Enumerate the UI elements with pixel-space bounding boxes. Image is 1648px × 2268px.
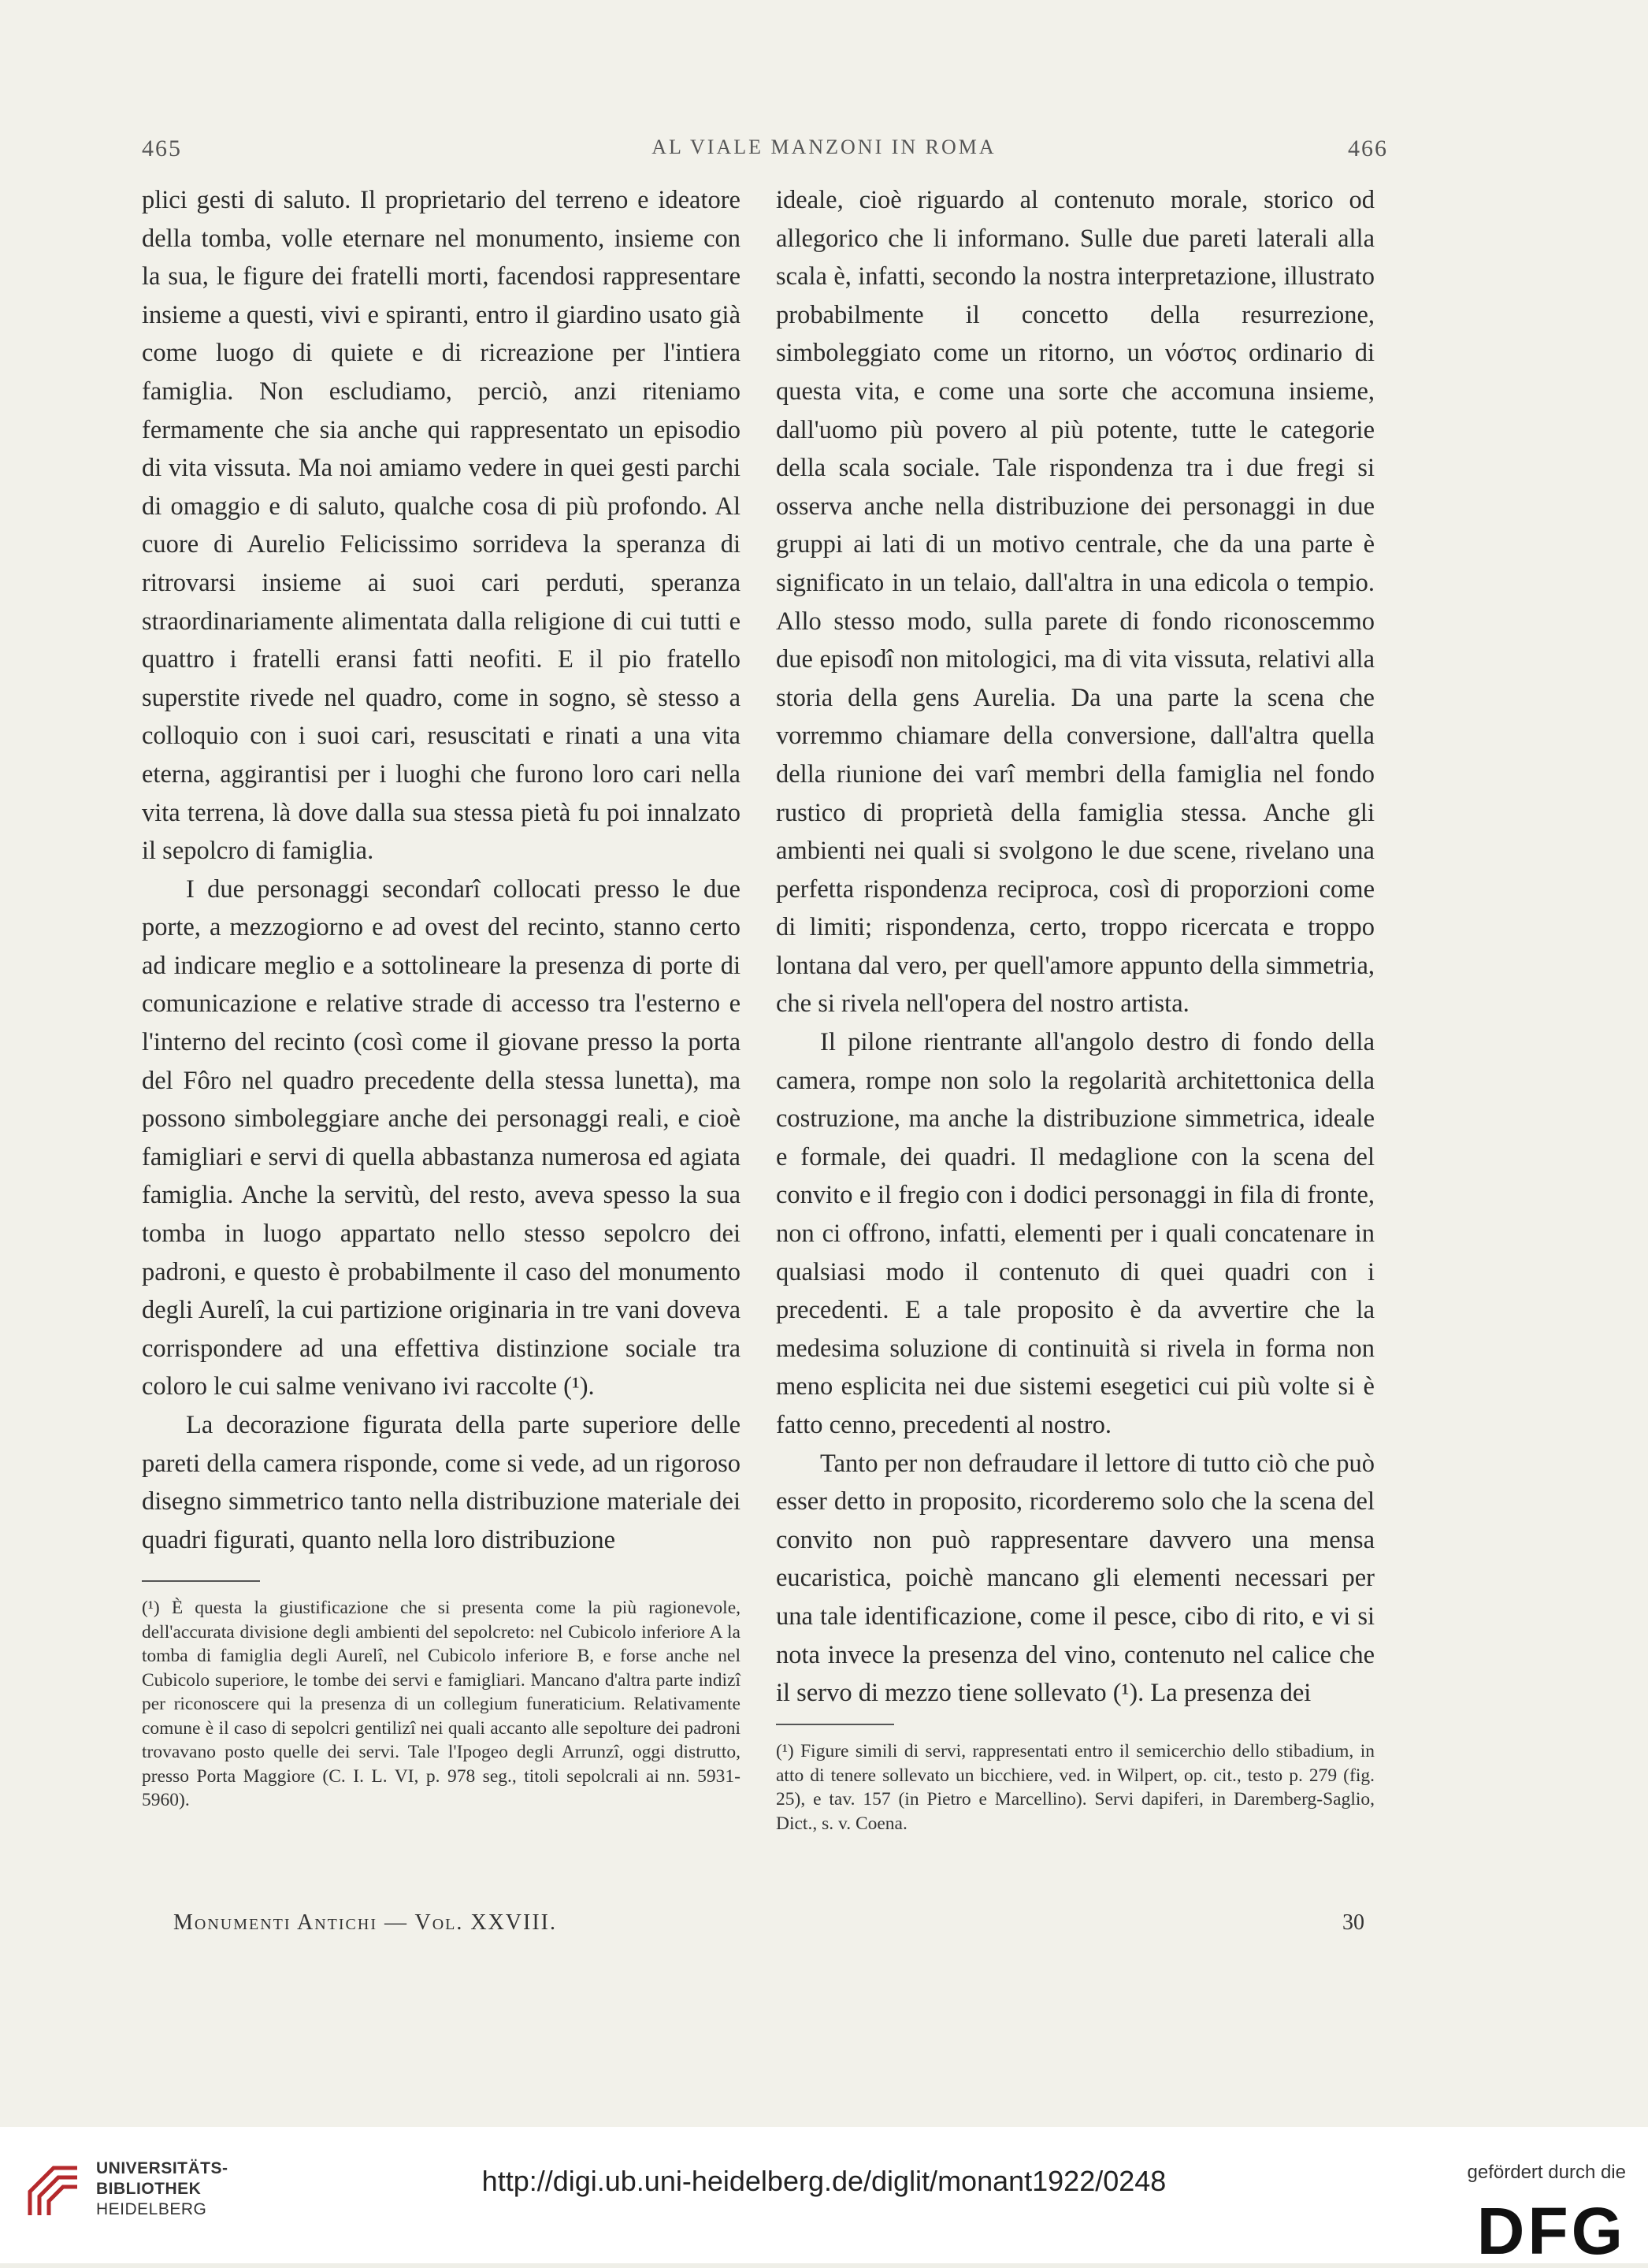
library-line: BIBLIOTHEK <box>96 2180 202 2198</box>
footnote-rule <box>776 1724 894 1725</box>
paragraph: ideale, cioè riguardo al contenuto morale, storico od allegorico che li informano. Sulle due pareti laterali alla scala è, infatti, secondo la nostra interpretazione, illustrato probabilmente il concetto della resurrezione, simboleggiato come un ritorno, un νόστος ordinario di questa vita, e come una sorte che accomuna insieme, dall'uomo più povero al più potente, tutte le categorie della scala sociale. Tale rispondenza tra i due fregi si osserva anche nella distribuzione dei personaggi in due gruppi ai lati di un motivo centrale, che da una parte è significato in un telaio, dall'altra in una edicola o tempio. Allo stesso modo, sulla parete di fondo riconoscemmo due episodî non mitologici, ma di vita vissuta, relativi alla storia della gens Aurelia. Da una parte la scena che vorremmo chiamare della conversione, dall'altra quella della riunione dei varî membri della famiglia nel fondo rustico di proprietà della famiglia stessa. Anche gli ambienti nei quali si svolgono le due scene, rivelano una perfetta rispondenza reciproca, così di proporzioni come di limiti; rispondenza, certo, troppo ricercata e troppo lontana dal vero, per quell'amore appunto della simmetria, che si rivela nell'opera del nostro artista. <box>776 186 1375 1019</box>
library-line: HEIDELBERG <box>96 2200 207 2218</box>
footnote-left: (¹) È questa la giustificazione che si presenta come la più ragionevole, dell'accurata divisione degli ambienti del sepolcreto: nel Cubicolo inferiore A la tomba di famiglia degli Aurelî, nel Cubicolo inferiore B, e forse anche nel Cubicolo superiore, le tombe dei servi e famigliari. Mancano d'altra parte indizî per riconoscere qui la presenza di un collegium funeraticium. Relativamente comune è il caso di sepolcri gentilizî nei quali accanto alle sepolture dei padroni trovavano posto quelle dei servi. Tale l'Ipogeo degli Arrunzî, oggi distrutto, presso Porta Maggiore (C. I. L. VI, p. 978 seg., titoli sepolcrali ai nn. 5931-5960). <box>142 1598 740 1810</box>
series-title: Monumenti Antichi — Vol. XXVIII. <box>173 1910 557 1935</box>
funder-label: gefördert durch die <box>1467 2162 1626 2183</box>
page-number-right: 466 <box>1348 135 1388 161</box>
paragraph: plici gesti di saluto. Il proprietario del terreno e ideatore della tomba, volle eternare nel monumento, insieme con la sua, le figure dei fratelli morti, facendosi rappresentare insieme a questi, vivi e spiranti, entro il giardino usato già come luogo di quiete e di ricreazione per l'intiera famiglia. Non escludiamo, perciò, anzi riteniamo fermamente che sia anche qui rappresentato un episodio di vita vissuta. Ma noi amiamo vedere in quei gesti parchi di omaggio e di saluto, qualche cosa di più profondo. Al cuore di Aurelio Felicissimo sorrideva la speranza di ritrovarsi insieme ai suoi cari perduti, speranza straordinariamente alimentata dalla religione di cui tutti e quattro i fratelli eransi fatti neofiti. E il pio fratello superstite rivede nel quadro, come in sogno, sè stesso a colloquio con i suoi cari, resuscitati e rinati a una vita eterna, aggirantisi per i luoghi che furono loro cari nella vita terrena, là dove dalla sua stessa pietà fu poi innalzato il sepolcro di famiglia. <box>142 186 740 866</box>
permalink-url[interactable]: http://digi.ub.uni-heidelberg.de/diglit/monant1922/0248 <box>481 2165 1167 2197</box>
paragraph: La decorazione figurata della parte superiore delle pareti della camera risponde, come si vede, ad un rigoroso disegno simmetrico tanto nella distribuzione materiale dei quadri figurati, quanto nella loro distribuzione <box>142 1411 740 1554</box>
left-column <box>142 181 740 1559</box>
signature-number: 30 <box>1342 1910 1364 1935</box>
page-number-left: 465 <box>142 135 182 161</box>
running-title: AL VIALE MANZONI IN ROMA <box>651 135 997 158</box>
paragraph: Tanto per non defraudare il lettore di tutto ciò che può esser detto in proposito, ricorderemo solo che la scena del convito non può rappresentare davvero una mensa eucaristica, poichè mancano gli elementi necessari per una tale identificazione, come il pesce, cibo di rito, e vi si nota invece la presenza del vino, contenuto nel calice che il servo di mezzo tiene sollevato (¹). La presenza dei <box>776 1449 1375 1708</box>
paragraph: I due personaggi secondarî collocati presso le due porte, a mezzogiorno e ad ovest del recinto, stanno certo ad indicare meglio e a sottolineare la presenza di porte di comunicazione e relative strade di accesso tra l'esterno e l'interno del recinto (così come il giovane presso la porta del Fôro nel quadro precedente della stessa lunetta), ma possono simboleggiare anche dei personaggi reali, e cioè famigliari e servi di quella abbastanza numerosa ed agiata famiglia. Anche la servitù, del resto, aveva spesso la sua tomba in luogo appartato nello stesso sepolcro dei padroni, e questo è probabilmente il caso del monumento degli Aurelî, la cui partizione originaria in tre vani doveva corrispondere ad una effettiva distinzione sociale tra coloro le cui salme venivano ivi raccolte (¹). <box>142 874 740 1401</box>
right-column <box>776 181 1375 1713</box>
library-line: UNIVERSITÄTS- <box>96 2159 228 2177</box>
footnote-right: (¹) Figure simili di servi, rappresentati entro il semicerchio dello stibadium, in atto di tenere sollevato un bicchiere, ved. in Wilpert, op. cit., testo p. 279 (fig. 25), e tav. 157 (in Pietro e Marcellino). Servi dapiferi, in Daremberg-Saglio, Dict., s. v. Coena. <box>776 1741 1375 1834</box>
dfg-logo: DFG <box>1476 2194 1626 2268</box>
footnote-rule <box>142 1580 260 1582</box>
paragraph: Il pilone rientrante all'angolo destro di fondo della camera, rompe non solo la regolarità architettonica della costruzione, ma anche la distribuzione simmetrica, ideale e formale, dei quadri. Il medaglione con la scena del convito e il fregio con i dodici personaggi in fila di fronte, non ci offrono, infatti, elementi per i quali concatenare in qualsiasi modo il contenuto di quei quadri con i precedenti. E a tale proposito è da avvertire che la medesima soluzione di continuità si rivela in forma non meno esplicita nei due sistemi esegetici cui più volte si è fatto cenno, precedenti al nostro. <box>776 1028 1375 1439</box>
